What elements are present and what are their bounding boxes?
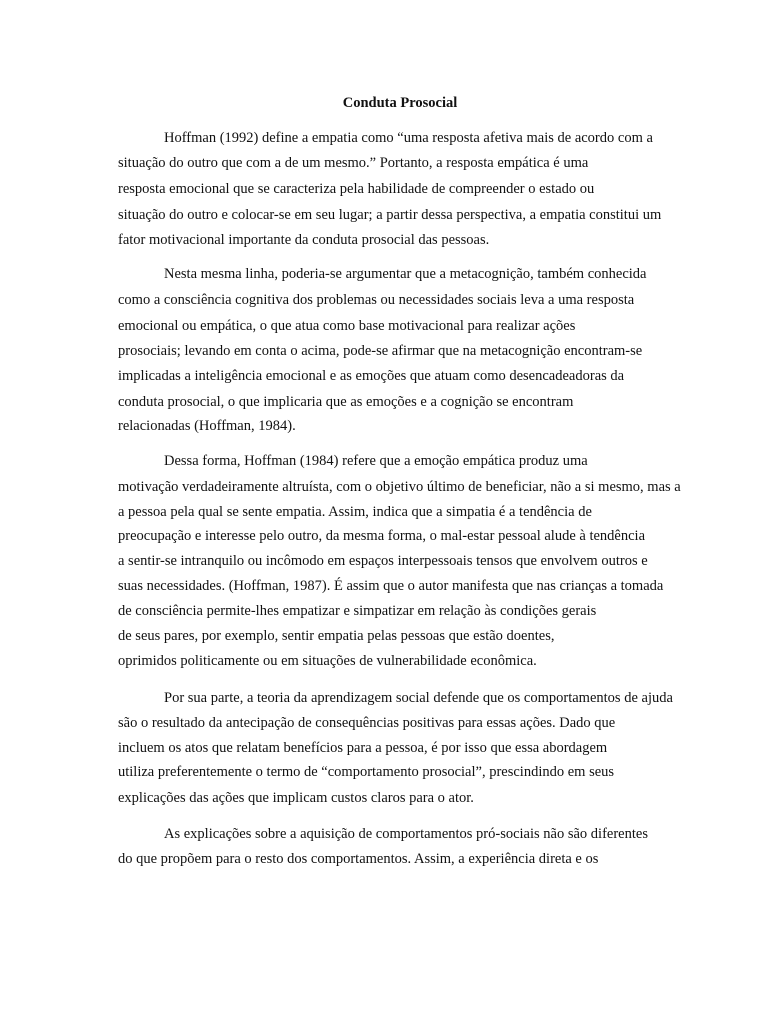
paragraph-line: incluem os atos que relatam benefícios para a pessoa, é por isso que essa abordagem xyxy=(118,740,608,756)
paragraph-line: emocional ou empática, o que atua como base motivacional para realizar ações xyxy=(118,318,576,334)
paragraph-line: suas necessidades. (Hoffman, 1987). É assim que o autor manifesta que nas crianças a tomada xyxy=(118,578,664,594)
paragraph-line: Dessa forma, Hoffman (1984) refere que a emoção empática produz uma xyxy=(164,453,588,469)
paragraph-line: do que propõem para o resto dos comportamentos. Assim, a experiência direta e os xyxy=(118,851,599,867)
paragraph-line: oprimidos politicamente ou em situações de vulnerabilidade econômica. xyxy=(118,653,537,669)
paragraph-line: As explicações sobre a aquisição de comportamentos pró-sociais não são diferentes xyxy=(164,826,648,842)
paragraph-line: a pessoa pela qual se sente empatia. Assim, indica que a simpatia é a tendência de xyxy=(118,504,592,520)
paragraph-line: implicadas a inteligência emocional e as emoções que atuam como desencadeadoras da xyxy=(118,368,625,384)
paragraph-line: situação do outro que com a de um mesmo.” Portanto, a resposta empática é uma xyxy=(118,155,589,171)
paragraph-line: Nesta mesma linha, poderia-se argumentar que a metacognição, também conhecida xyxy=(164,266,647,282)
paragraph-line: a sentir-se intranquilo ou incômodo em espaços interpessoais tensos que envolvem outros e xyxy=(118,553,648,569)
paragraph-line: fator motivacional importante da conduta prosocial das pessoas. xyxy=(118,232,490,248)
paragraph-line: de seus pares, por exemplo, sentir empatia pelas pessoas que estão doentes, xyxy=(118,628,555,644)
paragraph-line: situação do outro e colocar-se em seu lugar; a partir dessa perspectiva, a empatia constitui um xyxy=(118,207,662,223)
paragraph-line: conduta prosocial, o que implicaria que as emoções e a cognição se encontram xyxy=(118,394,574,410)
document-title: Conduta Prosocial xyxy=(342,95,458,111)
paragraph-line: utiliza preferentemente o termo de “comportamento prosocial”, prescindindo em seus xyxy=(118,764,615,780)
paragraph-line: resposta emocional que se caracteriza pela habilidade de compreender o estado ou xyxy=(118,181,595,197)
paragraph-line: prosociais; levando em conta o acima, pode-se afirmar que na metacognição encontram-se xyxy=(118,343,643,359)
paragraph-line: como a consciência cognitiva dos problemas ou necessidades sociais leva a uma resposta xyxy=(118,292,635,308)
paragraph-line: de consciência permite-lhes empatizar e simpatizar em relação às condições gerais xyxy=(118,603,597,619)
paragraph-line: motivação verdadeiramente altruísta, com o objetivo último de beneficiar, não a si mesmo, mas a xyxy=(118,479,681,495)
paragraph-line: preocupação e interesse pelo outro, da mesma forma, o mal-estar pessoal alude à tendência xyxy=(118,528,646,544)
paragraph-line: Por sua parte, a teoria da aprendizagem social defende que os comportamentos de ajuda xyxy=(164,690,673,706)
paragraph-line: são o resultado da antecipação de consequências positivas para essas ações. Dado que xyxy=(118,715,616,731)
paragraph-line: Hoffman (1992) define a empatia como “uma resposta afetiva mais de acordo com a xyxy=(164,130,653,146)
paragraph-line: relacionadas (Hoffman, 1984). xyxy=(118,418,296,434)
paragraph-line: explicações das ações que implicam custos claros para o ator. xyxy=(118,790,474,806)
